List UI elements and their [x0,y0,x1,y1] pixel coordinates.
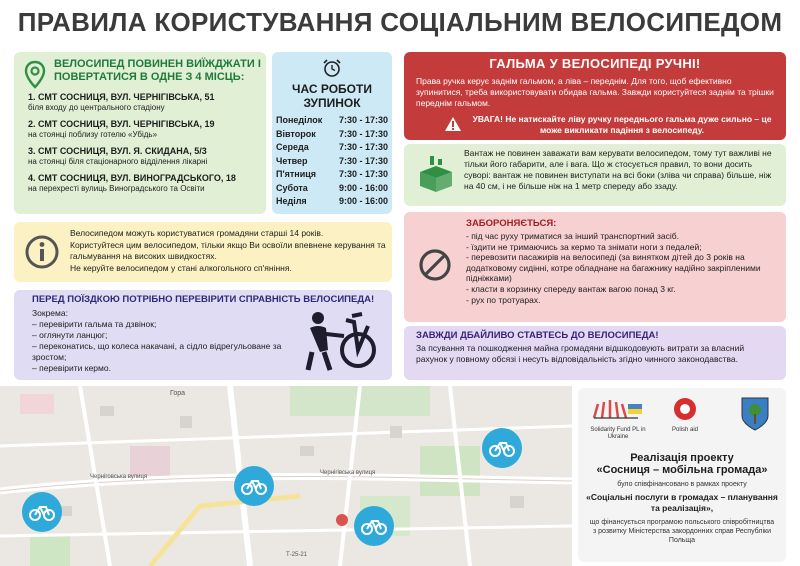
coat-of-arms [740,396,770,437]
project-line1: Реалізація проекту [630,452,734,464]
map-label: Чернігівська вулиця [320,470,376,476]
brakes-panel [404,52,786,140]
bike-marker[interactable] [234,466,274,506]
hours-row: Субота 9:00 - 16:00 [276,182,388,193]
map-canvas [0,386,572,566]
check-item: – перевірити кермо. [32,363,111,373]
location-item: 1. СМТ СОСНИЦЯ, ВУЛ. ЧЕРНІГІВСЬКА, 51 біля входу до центрального стадіону [28,92,215,112]
map-label: Т-25-21 [286,552,308,558]
cargo-text: Вантаж не повинен заважати вам керувати велосипедом, тому тут важливі не тільки його габарити, але і вага. Що ж стосується правил, то вони досить суворі: вантаж не повинен виступати на всі боки (зліва чи справа) більше, ніж на 40 см, і не більше ніж на 1 метр спереду або ззаду. [464,148,772,191]
brakes-heading: ГАЛЬМА У ВЕЛОСИПЕДІ РУЧНІ! [489,56,701,71]
bike-marker[interactable] [22,492,62,532]
hours-row: Понеділок 7:30 - 17:30 [276,115,388,125]
location-item: 4. СМТ СОСНИЦЯ, ВУЛ. ВИНОГРАДСЬКОГО, 18 на перехресті вулиць Виноградського та Освіти [28,173,236,193]
check-item: – перевірити гальма та дзвінок; [32,319,157,329]
bicycle-icon [482,428,522,468]
bicycle-icon [354,506,394,546]
cargo-panel [404,144,786,206]
project-line3: було співфінансовано в рамках проекту [617,481,747,488]
forbidden-item: - класти в корзинку спереду вантаж вагою понад 3 кг. [466,283,676,294]
hours-table [276,114,388,209]
map-label: Черніговська вулиця [90,474,148,480]
forbidden-panel [404,212,786,322]
locations-panel [14,52,266,214]
project-line4: «Соціальні послуги в громадах – планування та реалізація», [586,492,778,513]
forbidden-heading: ЗАБОРОНЯЄТЬСЯ: [466,218,557,229]
forbidden-item: - під час руху триматися за інший транспортний засіб. [466,231,679,241]
bike-marker[interactable] [354,506,394,546]
coat-of-arms-icon [740,396,770,432]
care-text: За псування та пошкодження майна громадяни відшкодовують витрати за власний рахунок у повному обсязі і несуть відповідальність згідно чинного законодавства. [416,343,745,364]
hospital-marker-icon [336,514,348,526]
polish-aid-logo: Polish aid [660,396,710,434]
page-title: ПРАВИЛА КОРИСТУВАННЯ СОЦІАЛЬНИМ ВЕЛОСИПЕДОМ [17,7,783,37]
care-heading: ЗАВЖДИ ДБАЙЛИВО СТАВТЕСЬ ДО ВЕЛОСИПЕДА! [416,330,659,341]
hours-row: Четвер 7:30 - 17:30 [276,155,388,166]
bike-marker[interactable] [482,428,522,468]
polish-aid-logo-icon [660,396,710,422]
check-item: Зокрема: [32,308,68,318]
check-panel [14,290,392,380]
hours-row: Середа 7:30 - 17:30 [276,142,388,152]
project-panel [578,388,786,562]
hours-row: Вівторок 7:30 - 17:30 [276,128,388,139]
hours-heading: ЧАС РОБОТИ ЗУПИНОК [292,82,372,110]
locations-heading: ВЕЛОСИПЕД ПОВИНЕН ВИЇЖДЖАТИ І ПОВЕРТАТИСЯ В ОДНЕ З 4 МІСЦЬ: [54,58,261,83]
warning-icon [444,116,462,132]
info-panel [14,222,392,282]
bicycle-icon [234,466,274,506]
location-pin-icon [24,60,46,90]
project-line5: що фінансується програмою польського співробітництва з розвитку Міністерства закордонних справ Республіки Польща [589,519,775,544]
check-heading: ПЕРЕД ПОЇЗДКОЮ ПОТРІБНО ПЕРЕВІРИТИ СПРАВНІСТЬ ВЕЛОСИПЕДА! [32,294,375,305]
project-line2: «Сосниця – мобільна громада» [596,464,768,476]
check-item: – переконатись, що колеса накачані, а сідло відрегульоване за зростом; [32,341,282,362]
brakes-warning: УВАГА! Не натискайте ліву ручку переднього гальма дуже сильно – це може викликати падіння з велосипеду. [444,114,774,136]
solidarity-fund-logo: Solidarity Fund PL in Ukraine [588,396,648,441]
map[interactable] [0,386,572,566]
forbidden-item: - перевозити пасажирів на велосипеді (за винятком дітей до 3 років на додатковому сидінні, котре обладнане на багажнику надійно закріпленими підніжками) [466,252,761,284]
map-label: Гора [170,390,186,397]
hours-panel [272,52,392,214]
prohibited-icon [418,248,452,282]
alarm-clock-icon [322,58,342,78]
solidarity-fund-logo-icon [588,396,648,422]
location-item: 3. СМТ СОСНИЦЯ, ВУЛ. Я. СКИДАНА, 5/3 на стоянці біля стаціонарного відділення лікарні [28,146,208,166]
bike-repair-icon [296,306,382,374]
brakes-text: Права ручка керує заднім гальмом, а ліва – переднім. Для того, щоб ефективно зупинитися, треба використовувати обидва гальма. Завжди користуйтеся заднім та трішки переднім гальмом. [416,76,774,108]
info-text: Велосипедом можуть користуватися громадяни старші 14 років. Користуйтеся цим велосипедом, тільки якщо Ви освоїли впевнене керування та гальмування на високих швидкостях. Не керуйте велосипедом у стані алкогольного сп'яніння. [70,228,386,273]
care-panel [404,326,786,380]
forbidden-item: - рух по тротуарах. [466,294,541,305]
hours-row: Неділя 9:00 - 16:00 [276,196,388,206]
bicycle-icon [22,492,62,532]
cargo-box-icon [416,154,456,194]
hours-row: П'ятниця 7:30 - 17:30 [276,169,388,179]
info-icon [24,234,60,270]
check-item: – оглянути ланцюг; [32,330,108,340]
forbidden-item: - їздити не тримаючись за кермо та знімати ноги з педалей; [466,241,702,252]
location-item: 2. СМТ СОСНИЦЯ, ВУЛ. ЧЕРНІГІВСЬКА, 19 на стоянці поблизу готелю «Убідь» [28,119,215,139]
